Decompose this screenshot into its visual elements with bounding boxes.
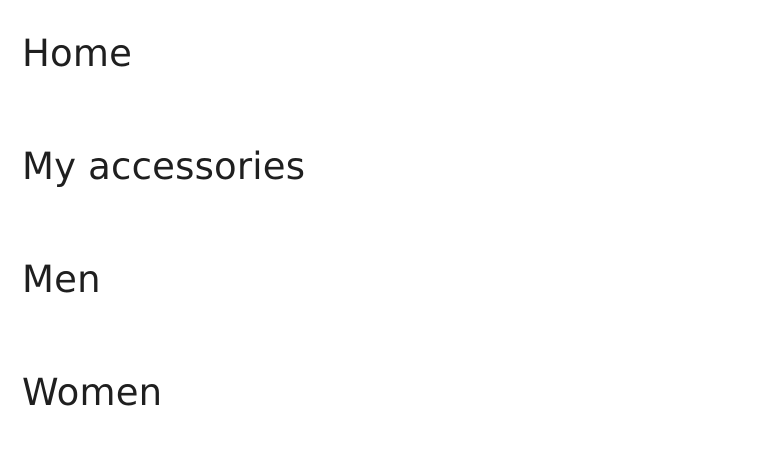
nav-item-my-accessories[interactable]: My accessories: [22, 145, 306, 188]
nav-item-women[interactable]: Women: [22, 371, 163, 414]
nav-item-men[interactable]: Men: [22, 258, 101, 301]
nav-item-home[interactable]: Home: [22, 32, 133, 75]
